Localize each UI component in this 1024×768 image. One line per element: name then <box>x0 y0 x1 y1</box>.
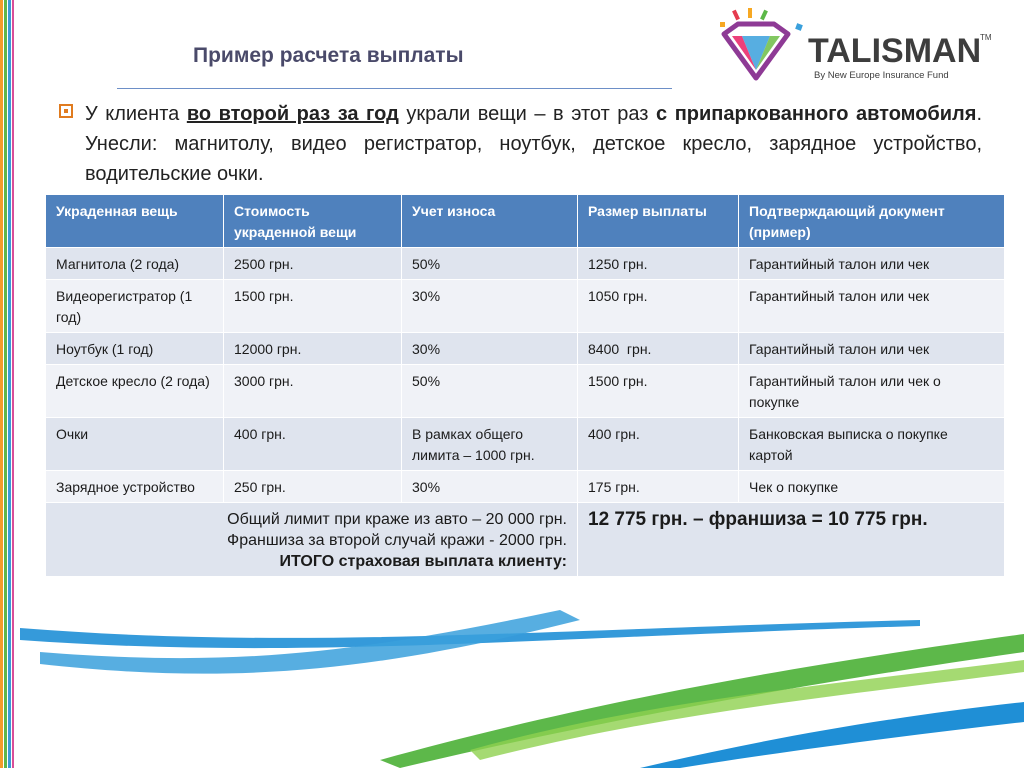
svg-text:TALISMAN: TALISMAN <box>808 32 982 70</box>
cell-payout: 400 грн. <box>578 418 739 471</box>
total-result: 12 775 грн. – франшиза = 10 775 грн. <box>578 503 1005 577</box>
cell-document: Гарантийный талон или чек <box>739 333 1005 365</box>
cell-depreciation: 30% <box>402 333 578 365</box>
table-row <box>46 418 1005 471</box>
cell-cost: 3000 грн. <box>224 365 402 418</box>
total-conditions <box>46 503 578 577</box>
cell-payout: 1050 грн. <box>578 280 739 333</box>
col-header-document: Подтверждающий документ (пример) <box>739 195 1005 248</box>
cell-depreciation: 30% <box>402 280 578 333</box>
col-header-cost: Стоимость украденной вещи <box>224 195 402 248</box>
total-deductible-text: Франшиза за второй случай кражи - 2000 грн. <box>227 532 567 549</box>
title-divider <box>117 88 672 89</box>
cell-payout: 175 грн. <box>578 471 739 503</box>
total-label: ИТОГО страховая выплата клиенту: <box>279 553 567 570</box>
cell-item: Видеорегистратор (1 год) <box>46 280 224 333</box>
cell-cost: 400 грн. <box>224 418 402 471</box>
col-header-item: Украденная вещь <box>46 195 224 248</box>
cell-item: Очки <box>46 418 224 471</box>
cell-document: Банковская выписка о покупке картой <box>739 418 1005 471</box>
payout-table <box>45 194 1005 577</box>
cell-cost: 250 грн. <box>224 471 402 503</box>
table-row <box>46 365 1005 418</box>
cell-document: Гарантийный талон или чек <box>739 280 1005 333</box>
intro-text: У клиента во второй раз за год украли вещи – в этот раз с припаркованного автомобиля. Унесли: магнитолу, видео регистратор, ноутбук, детское кресло, зарядное устройство, водительские очки. <box>85 103 982 185</box>
bullet-icon <box>59 104 73 118</box>
cell-cost: 12000 грн. <box>224 333 402 365</box>
svg-text:TM: TM <box>980 33 992 42</box>
cell-item: Магнитола (2 года) <box>46 248 224 280</box>
cell-depreciation: 50% <box>402 365 578 418</box>
col-header-depreciation: Учет износа <box>402 195 578 248</box>
total-row <box>46 503 1005 577</box>
talisman-logo <box>718 6 1003 88</box>
cell-document: Гарантийный талон или чек о покупке <box>739 365 1005 418</box>
decorative-swoosh <box>0 590 1024 768</box>
table-row <box>46 248 1005 280</box>
svg-text:By New Europe Insurance Fund: By New Europe Insurance Fund <box>814 70 949 81</box>
slide-title: Пример расчета выплаты <box>193 44 464 67</box>
cell-item: Детское кресло (2 года) <box>46 365 224 418</box>
cell-payout: 8400 грн. <box>578 333 739 365</box>
table-row <box>46 471 1005 503</box>
table-row <box>46 333 1005 365</box>
cell-document: Чек о покупке <box>739 471 1005 503</box>
total-limit-text: Общий лимит при краже из авто – 20 000 грн. <box>227 511 567 528</box>
cell-document: Гарантийный талон или чек <box>739 248 1005 280</box>
table-header-row <box>46 195 1005 248</box>
cell-cost: 1500 грн. <box>224 280 402 333</box>
cell-payout: 1500 грн. <box>578 365 739 418</box>
diamond-icon <box>720 8 803 78</box>
cell-item: Ноутбук (1 год) <box>46 333 224 365</box>
cell-depreciation: 30% <box>402 471 578 503</box>
col-header-payout: Размер выплаты <box>578 195 739 248</box>
cell-cost: 2500 грн. <box>224 248 402 280</box>
cell-payout: 1250 грн. <box>578 248 739 280</box>
cell-item: Зарядное устройство <box>46 471 224 503</box>
cell-depreciation: 50% <box>402 248 578 280</box>
cell-depreciation: В рамках общего лимита – 1000 грн. <box>402 418 578 471</box>
table-row <box>46 280 1005 333</box>
